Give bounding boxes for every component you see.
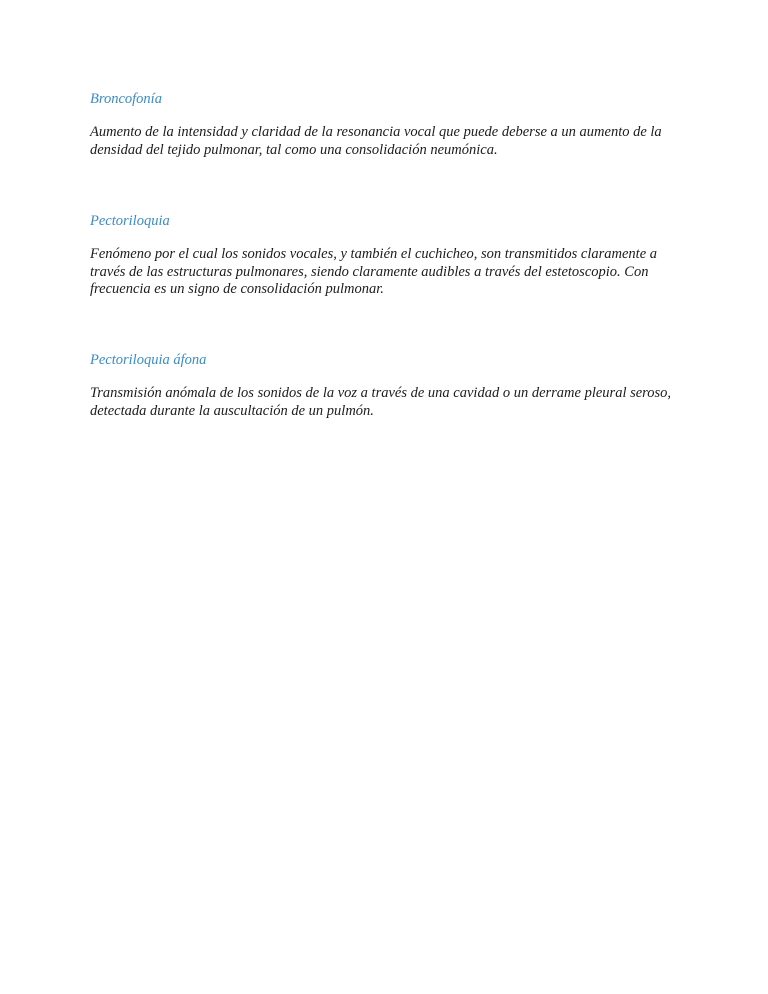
term-definition: Transmisión anómala de los sonidos de la voz a través de una cavidad o un derrame pleural seroso, detectada durante la auscultación de un pulmón. — [90, 385, 672, 419]
term-definition: Fenómeno por el cual los sonidos vocales, y también el cuchicheo, son transmitidos claramente a través de las estructuras pulmonares, siendo claramente audibles a través del estetoscopio. Con frecuencia es un signo de consolidación pulmonar. — [90, 246, 658, 297]
glossary-entry-broncofonia — [90, 90, 680, 159]
term-heading: Pectoriloquia áfona — [90, 352, 207, 368]
term-heading: Broncofonía — [90, 91, 162, 107]
glossary-entry-pectoriloquia — [90, 212, 680, 299]
term-definition: Aumento de la intensidad y claridad de la resonancia vocal que puede deberse a un aumento de la densidad del tejido pulmonar, tal como una consolidación neumónica. — [90, 124, 662, 158]
glossary-entry-pectoriloquia-afona — [90, 351, 680, 420]
term-heading: Pectoriloquia — [90, 213, 170, 229]
